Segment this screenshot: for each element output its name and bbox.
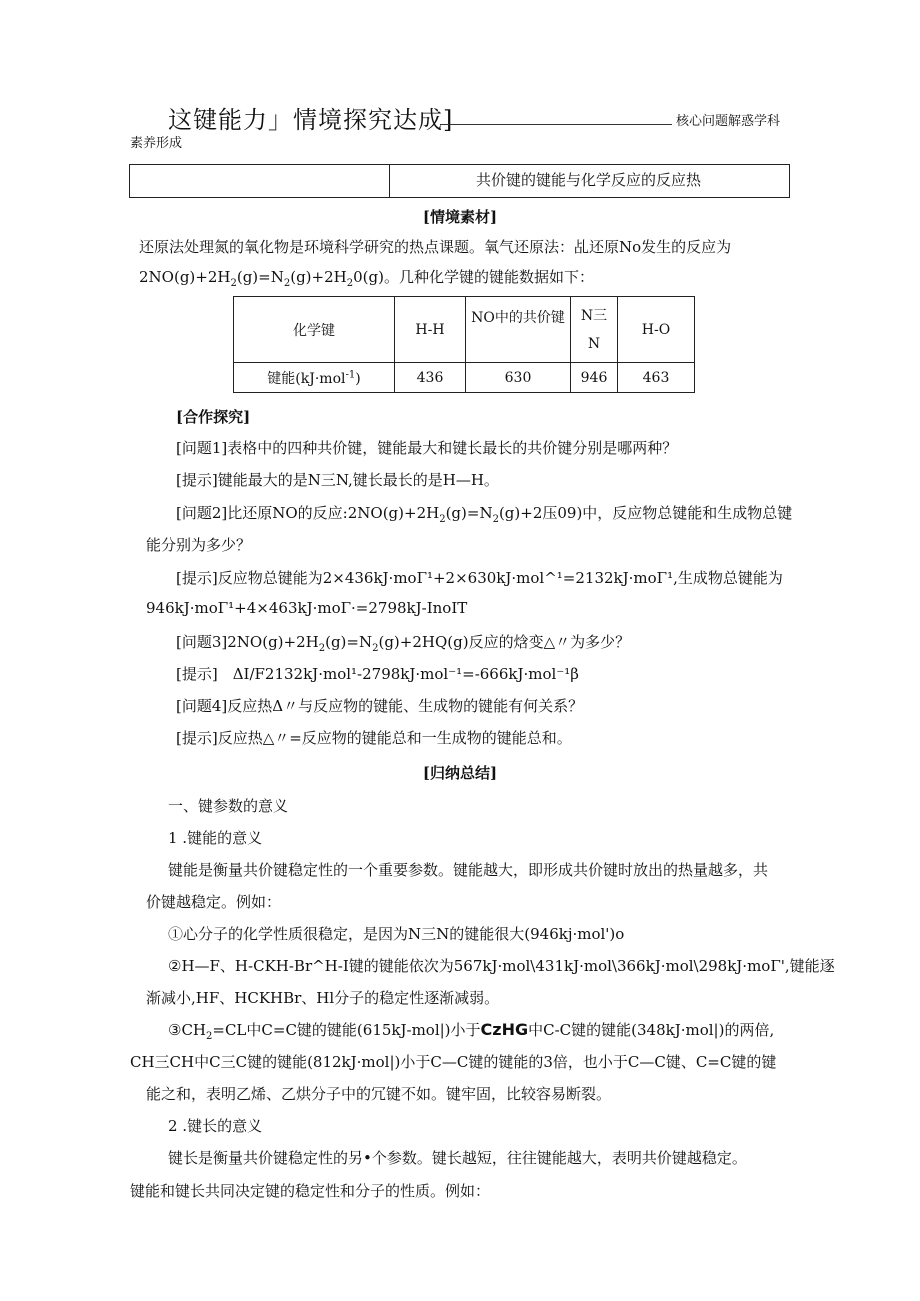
question-2-cont: 能分别为多少？ (146, 536, 252, 554)
situation-line-1: 还原法处理氮的氧化物是环境科学研究的热点课题。氧气还原法：乩还原No发生的反应为 (139, 238, 732, 256)
table-cell: 630 (466, 363, 571, 393)
question-4: [问题4]反应热Δ〃与反应物的键能、生成物的键能有何关系？ (176, 697, 584, 715)
table-cell: 键能(kJ·mol$^{-1}$) (234, 363, 395, 393)
header-right-label: 核心问题解惑学科 (676, 114, 781, 129)
question-1: [问题1]表格中的四种共价键，键能最大和键长最长的共价键分别是哪两种？ (176, 439, 678, 457)
table-cell: H-H (395, 297, 466, 363)
page-title: 这键能力」情境探究达成] (168, 106, 454, 134)
example-2-cont: 渐减小,HF、HCKHBr、Hl分子的稳定性逐渐减弱。 (146, 989, 500, 1007)
hint-4: [提示]反应热△〃=反应物的键能总和一生成物的键能总和。 (176, 729, 572, 747)
topic-box (129, 164, 790, 198)
section-1-1-title: 1 .键能的意义 (168, 829, 263, 847)
question-3: [问题$3]2NO(g)+2H_2(g)=N_2(g)+2HQ(g)$反应的焓变△〃为多少？ (176, 633, 631, 654)
title-rule (440, 124, 672, 125)
table-cell: 946 (571, 363, 618, 393)
topic-title: 共价键的键能与化学反应的反应热 (476, 171, 702, 189)
hint-3: [提示] ΔΙ/F2132kJ·mol¹-2798kJ·mol⁻¹=-666kJ·mol⁻¹β (176, 665, 579, 683)
paragraph-2: 键长是衡量共价键稳定性的另•个参数。键长越短，往往键能越大，表明共价键越稳定。 (168, 1149, 747, 1167)
table-cell: 463 (618, 363, 695, 393)
inquiry-heading: [合作探究] (176, 408, 251, 426)
example-3: $③CH_2=CL$中C=C键的键能(615kJ-mol|)小于CzHG中C-C键的键能(348kJ·mol|)的两倍, (168, 1020, 775, 1042)
example-2: ②H—F、H-CKH-Br^H-I键的键能依次为567kJ·mol\431kJ·mol\366kJ·mol\298kJ·moΓ',键能逐 (168, 957, 835, 975)
table-cell: NO中的共价键 (466, 297, 571, 363)
hint-2: [提示]反应物总键能为2×436kJ·moΓ¹+2×630kJ·mol^¹=2132kJ·moΓ¹,生成物总键能为 (176, 569, 783, 587)
table-cell: 化学键 (234, 297, 395, 363)
example-3-cont-2: 能之和，表明乙烯、乙烘分子中的冗键不如。键牢固，比较容易断裂。 (146, 1085, 612, 1103)
paragraph-1-cont: 价键越稳定。例如： (146, 893, 282, 911)
table-cell: N三 N (571, 297, 618, 363)
section-1-title: 一、键参数的意义 (168, 797, 289, 815)
section-1-2-title: 2 .键长的意义 (168, 1117, 263, 1135)
example-3-cont-1: CH三CH中C三C键的键能(812kJ·mol|)小于C—C键的键能的3倍，也小于C—C键、C=C键的键 (130, 1053, 777, 1071)
hint-2-cont: 946kJ·moΓ¹+4×463kJ·moΓ·=2798kJ-InoIT (146, 599, 468, 617)
header-sub-label: 素养形成 (130, 136, 183, 151)
situation-heading: [情境素材] (422, 208, 498, 226)
situation-line-2: $2NO(g)+2H_2(g)=N_2(g)+2H_20(g)$。几种化学键的键能数据如下： (139, 268, 594, 289)
bond-energy-table (233, 296, 695, 393)
hint-1: [提示]键能最大的是N三N,键长最长的是H—H。 (176, 471, 499, 489)
summary-heading: [归纳总结] (422, 764, 498, 782)
table-cell: 436 (395, 363, 466, 393)
question-2: [问题2]比还原NO的反应$:2NO(g)+2H_2(g)=N_2(g)+2$压09)中，反应物总键能和生成物总键 (176, 504, 793, 525)
example-1: ①心分子的化学性质很稳定，是因为N三N的键能很大(946kj·mol')o (168, 925, 625, 943)
table-cell: H-O (618, 297, 695, 363)
paragraph-1: 键能是衡量共价键稳定性的一个重要参数。键能越大，即形成共价键时放出的热量越多，共 (168, 861, 769, 879)
table-row (234, 363, 695, 393)
paragraph-2-cont: 键能和键长共同决定键的稳定性和分子的性质。例如： (130, 1182, 491, 1200)
table-row (234, 297, 695, 363)
topic-box-divider (389, 165, 390, 197)
